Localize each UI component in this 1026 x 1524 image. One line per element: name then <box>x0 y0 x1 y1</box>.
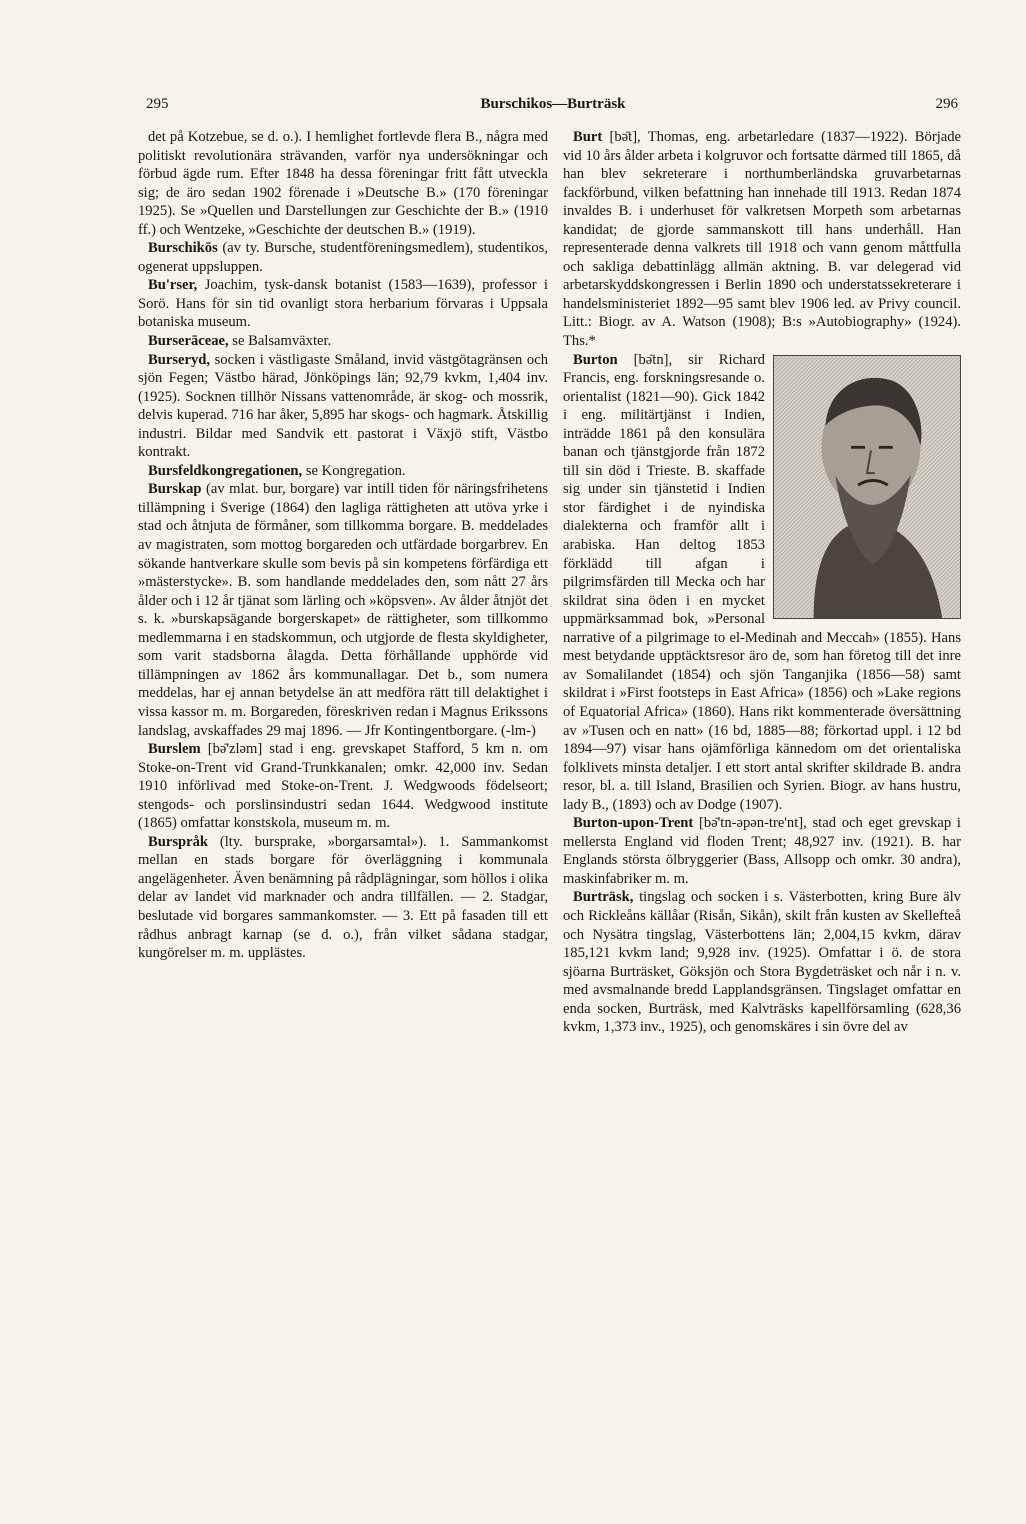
entry-burser <box>138 276 548 332</box>
entry-headword: Burskap <box>148 481 202 498</box>
entry-headword: Burseryd, <box>148 351 211 368</box>
entry-text: se Balsamväxter. <box>232 333 332 350</box>
entry-burtrask <box>563 888 961 1036</box>
entry-text: (lty. bursprake, »borgarsamtal»). 1. Sammankomst mellan en stads borgare för överläggning i kommunala angelägenheter. Även benämning på rådplägningar, som höllos i olika delar av landet vid marknader och andra tillfällen. — 2. Stadgar, beslutade vid borgares sammankomster. — 3. Ett på fasaden till ett rådhus anbragt karnap (se d. o.), från vilket sådana stadgar, kungörelser m. m. upplästes. <box>138 833 548 962</box>
entry-text: socken i västligaste Småland, invid västgötagränsen och sjön Fegen; Västbo härad, Jönköpings län; 92,79 kvkm, 1,404 inv. (1925). Socknen tillhör Nissans vattenområde, är skog- och mossrik, delvis kuperad. 716 har åker, 5,895 har skogs- och hagmark. Åtskillig industri. Bildar med Sandvik ett pastorat i Växjö stift, Västbo kontrakt. <box>138 351 548 461</box>
entry-headword: Burschikōs <box>148 240 218 257</box>
entry-text: (av mlat. bur, borgare) var intill tiden för näringsfrihetens tillämpning i Sverige (1864) den lagliga rättigheten att utöva yrke i stad och åtnjuta de förmåner, som tillkomma borgare. B. meddelades av magistraten, som mottog borgareden och utfärdade borgarbrev. En sökande hantverkare skulle som bevis på sin kompetens förfärdiga ett »mästerstycke». B. som handlande meddelades den, som nått 27 års ålder och i 12 år tjänat som lärling och »köpsven». Av ålder åtnjöt det s. k. »burskapsägande borgerskapet» de rättigheter, som tillkommo medlemmarna i en stadskommun, och utgjorde de flesta skyldigheter, som varit stadsborna ålagda. Detta förhållande upphörde vid tillämpningen av 1862 års kommunallagar. Det b., som numera meddelas, har ej annan betydelse än att medföra rätt till delaktighet i vissa kassor m. m. Borgareden, föreskriven redan i Magnus Erikssons landslag, avskaffades 29 maj 1896. — Jfr Kontingentborgare. (-lm-) <box>138 481 548 739</box>
entry-text: Joachim, tysk-dansk botanist (1583—1639), professor i Sorö. Hans för sin tid ovanligt stora herbarium förvaras i Uppsala botaniska museum. <box>138 277 548 331</box>
entry-headword: Burt <box>573 129 603 145</box>
entry-text: tingslag och socken i s. Västerbotten, kring Bure älv och Rickleåns källåar (Risån, Sikån), skilt från kusten av Skellefteå och Nysätra tingslag, Västerbottens län; 2,004,15 kvkm, därav 185,121 kvkm land; 9,928 inv. (1925). Omfattar i ö. de stora sjöarna Burträsket, Göksjön och Stora Bygdeträsket och når i n. v. med avsmalnande bredd Lapplandsgränsen. Tingslaget omfattar en enda socken, Burträsk, med Kalvträsks kapellförsamling (628,36 kvkm, 1,373 inv., 1925), och genomskäres i sin övre del av <box>563 889 961 1036</box>
entry-burton <box>563 351 961 815</box>
entry-burton-upon-trent <box>563 814 961 888</box>
entry-burt <box>563 128 961 351</box>
entry-text: det på Kotzebue, se d. o.). I hemlighet fortlevde flera B., några med politiskt revolutionära strävanden, varför nya undersökningar och förbud ägde rum. Efter 1848 ha dessa föreningar fritt fått utveckla sig; de äro sedan 1902 förenade i »Deutsche B.» (170 föreningar 1925). Se »Quellen und Darstellungen zur Geschichte der B.» (1910 ff.) och Wentzeke, »Geschichte der deutschen B.» (1919). <box>138 129 548 238</box>
entry-burschenschaft-continued <box>138 128 548 239</box>
entry-text: se Kongregation. <box>305 462 406 479</box>
left-page-number: 295 <box>146 96 169 112</box>
entry-text: [bə̄tn], sir Richard Francis, eng. forskningsresande o. orientalist (1821—90). Gick 1842 i eng. militärtjänst i Indien, inträdde 1861 på den konsulära banan och tjänstgjorde från 1872 till sin död i Trieste. B. skaffade sig under sin tjänstetid i Indien stor färdighet i de nyindiska dialekterna och framför allt i arabiska. Han deltog 1853 förklädd till afgan i pilgrimsfärden till Mecka och har skildrat sina öden i en mycket uppmärksammad bok, »Personal narrative of a pilgrimage to el-Medinah and Meccah» (1855). Hans mest betydande upptäcktsresor äro de, som han företog till det inre av Somalilandet (1854) och sjön Tanganjika (1856—58) samt skildrat i »First footsteps in East Africa» (1856) och »Lake regions of Equatorial Africa» (1860). Hans rikt kommenterade översättning av »Tusen och en natt» (16 bd, 1885—88; förkortad uppl. i 12 bd 1894—97) visar hans ojämförliga kännedom om det orientaliska folklivets minsta detaljer. I ett stort antal skrifter skildrade B. andra resor, bl. a. till Island, Brasilien och Syrien. Biogr. av hans hustru, lady B., (1893) och av Dodge (1907). <box>563 351 961 813</box>
entry-burskap <box>138 480 548 740</box>
entry-headword: Burserāceae, <box>148 333 229 350</box>
entry-burseraceae <box>138 332 548 351</box>
page-header <box>146 96 960 116</box>
entry-burschikos <box>138 239 548 276</box>
entry-burseryd <box>138 351 548 462</box>
entry-headword: Burträsk, <box>573 889 634 906</box>
entry-headword: Burspråk <box>148 833 209 850</box>
right-column <box>563 128 961 1037</box>
entry-bursfeldkongregationen <box>138 462 548 481</box>
entry-text: [bə̄'zləm] stad i eng. grevskapet Stafford, 5 km n. om Stoke-on-Trent vid Grand-Trunkkanalen; omkr. 42,000 inv. Sedan 1910 införlivad med Stoke-on-Trent. J. Wedgwoods födelseort; stengods- och porslinsindustri sedan 1644. Wedgwood institute (1865) omfattar konstskola, museum m. m. <box>138 741 548 832</box>
entry-bursprak <box>138 833 548 963</box>
entry-burslem <box>138 740 548 833</box>
page-running-title: Burschikos—Burträsk <box>480 96 626 112</box>
entry-text: (av ty. Bursche, studentföreningsmedlem), studentikos, ogenerat uppsluppen. <box>138 240 548 275</box>
entry-text: [bə̄'tn-əpən-tre'nt], stad och eget grevskap i mellersta England vid floden Trent; 48,927 inv. (1921). B. har Englands största ölbryggerier (Bass, Allsopp och omkr. 30 andra), maskinfabriker m. m. <box>563 815 961 887</box>
entry-text: [bə̄t], Thomas, eng. arbetarledare (1837—1922). Började vid 10 års ålder arbeta i kolgruvor och fortsatte därmed till 1865, då han blev sekreterare i northumberländska gruvarbetarnas fackförbund, vilken befattning han innehade till 1913. Redan 1874 invaldes B. i underhuset för valkretsen Morpeth som arbetarnas kandidat; de gjorde sammanskott till hans underhåll. Han representerade denna valkrets till 1918 och vann genom måttfulla och sakliga debattinlägg allmän aktning. B. var delegerad vid arbetarskyddskongressen i Berlin 1890 och understatssekreterare i handelsministeriet 1892—95 samt blev 1906 led. av Privy council. Litt.: Biogr. av A. Watson (1908); B:s »Autobiography» (1924). Ths.* <box>563 129 961 350</box>
entry-headword: Burslem <box>148 741 201 758</box>
right-page-number: 296 <box>935 96 958 112</box>
entry-headword: Burton-upon-Trent <box>573 815 694 832</box>
portrait-image <box>773 355 961 619</box>
portrait-engraving <box>774 356 960 618</box>
entry-headword: Bursfeldkongregationen, <box>148 462 303 479</box>
entry-headword: Burton <box>573 351 618 368</box>
entry-headword: Bu'rser, <box>148 277 198 294</box>
left-column <box>138 128 548 963</box>
